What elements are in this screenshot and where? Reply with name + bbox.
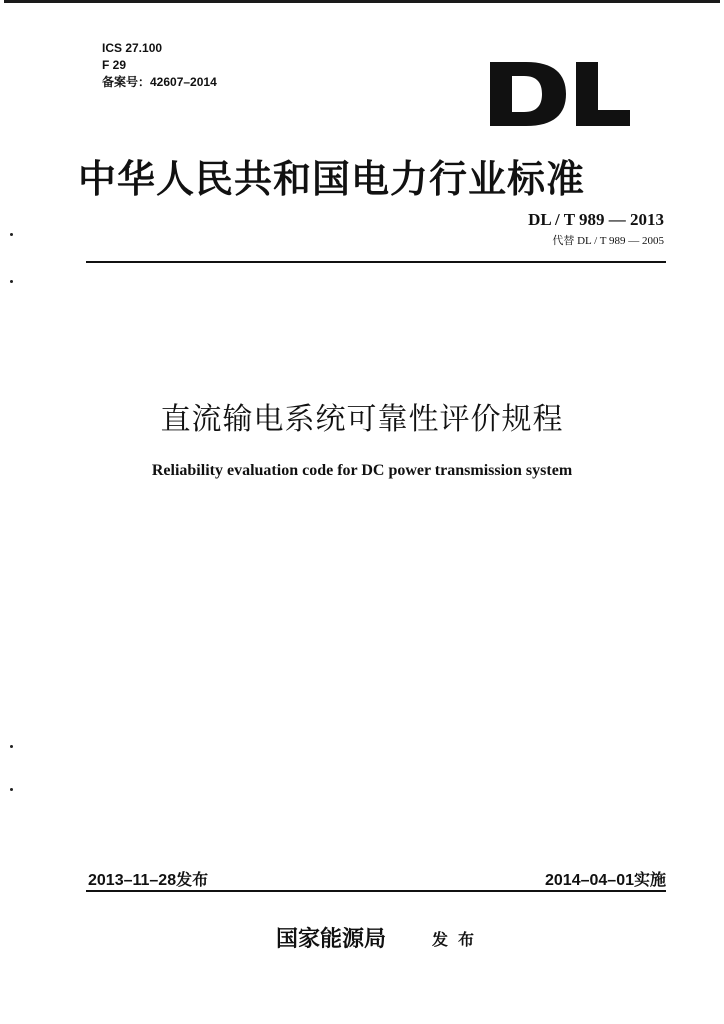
dl-logo-d-shape	[490, 62, 566, 126]
document-title-english: Reliability evaluation code for DC power transmission system	[151, 462, 573, 479]
dl-logo-l-shape	[576, 62, 630, 126]
scan-mark	[10, 280, 13, 283]
publisher-name: 国家能源局	[276, 926, 387, 952]
scan-mark	[10, 233, 13, 236]
scan-mark	[10, 788, 13, 791]
classification-block	[102, 40, 217, 91]
replaces-standard: 代替 DL / T 989 — 2005	[552, 235, 664, 247]
implementation-date: 2014–04–01实施	[545, 872, 666, 889]
issue-date: 2013–11–28发布	[88, 872, 209, 889]
standard-title: 中华人民共和国电力行业标准	[78, 156, 586, 201]
header-divider	[86, 261, 666, 263]
record-number: 备案号：42607–2014	[102, 75, 217, 89]
footer-divider	[86, 890, 666, 892]
standard-number: DL / T 989 — 2013	[528, 210, 664, 229]
top-border-rule	[4, 0, 720, 3]
document-title-chinese: 直流输电系统可靠性评价规程	[160, 402, 564, 437]
scan-mark	[10, 745, 13, 748]
dl-logo	[486, 60, 632, 128]
category-code: F 29	[102, 58, 127, 72]
ics-code: ICS 27.100	[102, 41, 163, 55]
publish-label: 发布	[432, 930, 485, 949]
